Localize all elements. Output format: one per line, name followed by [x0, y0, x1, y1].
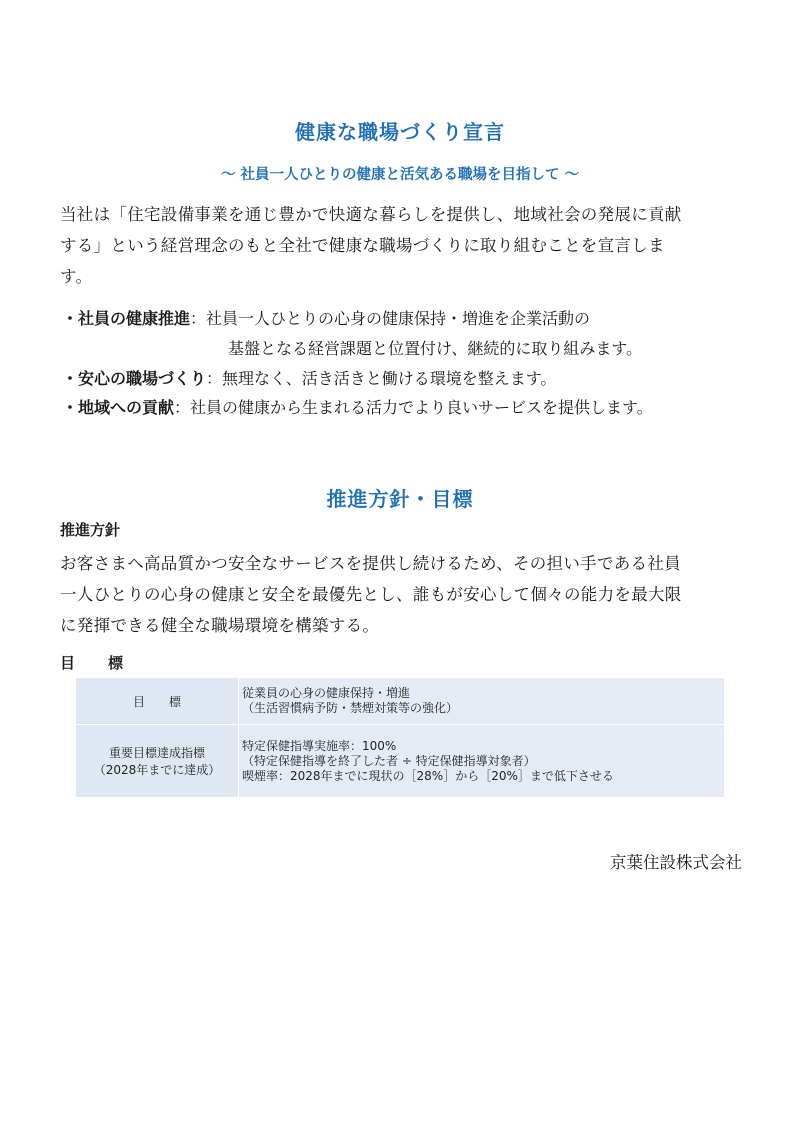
table-row [76, 725, 725, 798]
bullet-term: ・社員の健康推進 [62, 309, 191, 328]
intro-paragraph [60, 199, 750, 292]
bullet-community [62, 398, 653, 418]
goal-label: 目 標 [60, 654, 125, 672]
cell-line: （特定保健指導を終了した者 ÷ 特定保健指導対象者） [242, 753, 536, 768]
goal-table [75, 677, 725, 798]
table-row [76, 678, 725, 725]
section-heading: 推進方針・目標 [326, 487, 474, 511]
table-cell [239, 725, 725, 798]
bullet-health-promotion-cont: 基盤となる経営課題と位置付け、継続的に取り組みます。 [228, 339, 643, 358]
bullet-health-promotion [62, 309, 590, 329]
cell-line: 喫煙率：2028年までに現状の［28%］から［20%］まで低下させる [242, 768, 614, 783]
bullet-safe-workplace [62, 369, 556, 389]
policy-paragraph [60, 548, 750, 641]
intro-line: する」という経営理念のもと全社で健康な職場づくりに取り組むことを宣言しま [60, 236, 665, 255]
policy-line: 一人ひとりの心身の健康と安全を最優先とし、誰もが安心して個々の能力を最大限 [60, 585, 682, 604]
bullet-text: ：社員一人ひとりの心身の健康保持・増進を企業活動の [190, 309, 591, 328]
cell-line: 重要目標達成指標 [108, 746, 205, 760]
cell-line: （生活習慣病予防・禁煙対策等の強化） [242, 701, 459, 715]
table-header-cell [76, 725, 239, 798]
policy-label: 推進方針 [60, 521, 121, 539]
bullet-text: ：社員の健康から生まれる活力でより良いサービスを提供します。 [174, 398, 653, 417]
table-header-cell: 目 標 [76, 678, 239, 725]
cell-line: 従業員の心身の健康保持・増進 [242, 686, 411, 700]
table-cell [239, 678, 725, 725]
cell-line: 特定保健指導実施率：100% [242, 738, 397, 753]
intro-line: 当社は「住宅設備事業を通じ豊かで快適な暮らしを提供し、地域社会の発展に貢献 [60, 205, 682, 224]
cell-line: （2028年までに達成） [93, 763, 221, 777]
page-title: 健康な職場づくり宣言 [295, 120, 505, 144]
intro-line: す。 [60, 267, 93, 286]
page-subtitle: ～ 社員一人ひとりの健康と活気ある職場を目指して ～ [220, 167, 580, 183]
bullet-term: ・地域への貢献 [62, 398, 175, 417]
company-name: 京葉住設株式会社 [610, 853, 742, 872]
bullet-term: ・安心の職場づくり [62, 369, 207, 388]
policy-line: お客さまへ高品質かつ安全なサービスを提供し続けるため、その担い手である社員 [60, 554, 681, 573]
policy-line: に発揮できる健全な職場環境を構築する。 [60, 616, 380, 635]
bullet-text: ：無理なく、活き活きと働ける環境を整えます。 [206, 369, 557, 388]
